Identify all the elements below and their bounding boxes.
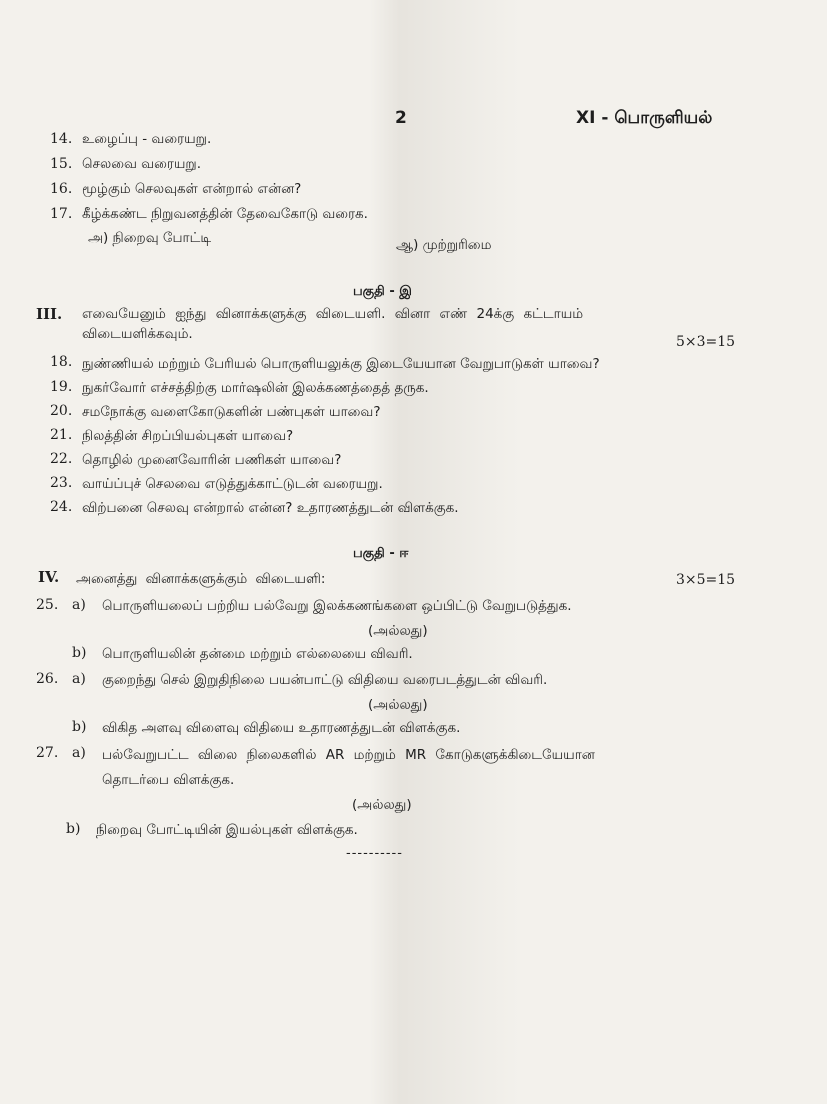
section-d-marks: 3×5=15	[676, 572, 736, 588]
q16-number: 16.	[50, 181, 73, 197]
q15-number: 15.	[50, 156, 73, 172]
q20-number: 20.	[50, 403, 73, 419]
q26b-text: விகித அளவு விளைவு விதியை உதாரணத்துடன் விளக்குக.	[102, 720, 461, 736]
q26a-label: a)	[72, 671, 86, 687]
q19-number: 19.	[50, 379, 73, 395]
section-c-title: பகுதி - இ	[353, 284, 412, 299]
q27a-text-line2: தொடர்பை விளக்குக.	[102, 772, 235, 788]
section-c-roman: III.	[36, 305, 63, 323]
q26-number: 26.	[36, 671, 59, 687]
q27a-text-line1: பல்வேறுபட்ட விலை நிலைகளில் AR மற்றும் MR கோடுகளுக்கிடையேயான	[102, 747, 595, 763]
page-number: 2	[395, 108, 407, 128]
q24-number: 24.	[50, 499, 73, 515]
q21-text: நிலத்தின் சிறப்பியல்புகள் யாவை?	[82, 428, 294, 444]
q24-text: விற்பனை செலவு என்றால் என்ன? உதாரணத்துடன் விளக்குக.	[82, 500, 459, 516]
section-c-instruction-line1: எவையேனும் ஐந்து வினாக்களுக்கு விடையளி. வினா எண் 24க்கு கட்டாயம்	[82, 306, 584, 322]
subject-title: XI - பொருளியல்	[576, 108, 713, 128]
q25-or: (அல்லது)	[368, 623, 428, 639]
q26a-text: குறைந்து செல் இறுதிநிலை பயன்பாட்டு விதியை வரைபடத்துடன் விவரி.	[102, 672, 548, 688]
q14-text: உழைப்பு - வரையறு.	[82, 131, 212, 147]
q22-number: 22.	[50, 451, 73, 467]
q26b-label: b)	[72, 719, 87, 735]
section-d-title: பகுதி - ஈ	[353, 546, 409, 561]
q16-text: மூழ்கும் செலவுகள் என்றால் என்ன?	[82, 181, 302, 197]
q17-text: கீழ்க்கண்ட நிறுவனத்தின் தேவைகோடு வரைக.	[82, 206, 368, 222]
section-c-marks: 5×3=15	[676, 334, 736, 350]
q15-text: செலவை வரையறு.	[82, 156, 201, 172]
q20-text: சமநோக்கு வளைகோடுகளின் பண்புகள் யாவை?	[82, 404, 381, 420]
section-c-instruction-line2: விடையளிக்கவும்.	[82, 326, 193, 342]
q14-number: 14.	[50, 131, 73, 147]
q25a-label: a)	[72, 597, 86, 613]
q27-number: 27.	[36, 745, 59, 761]
q22-text: தொழில் முனைவோரின் பணிகள் யாவை?	[82, 452, 342, 468]
q17-option-a: அ) நிறைவு போட்டி	[88, 230, 212, 246]
q25a-text: பொருளியலைப் பற்றிய பல்வேறு இலக்கணங்களை ஒப்பிட்டு வேறுபடுத்துக.	[102, 598, 572, 614]
q25b-text: பொருளியலின் தன்மை மற்றும் எல்லையை விவரி.	[102, 646, 413, 662]
q27b-label: b)	[66, 821, 81, 837]
q21-number: 21.	[50, 427, 73, 443]
q26-or: (அல்லது)	[368, 697, 428, 713]
q23-number: 23.	[50, 475, 73, 491]
q17-number: 17.	[50, 206, 73, 222]
section-d-roman: IV.	[38, 568, 60, 586]
q27a-label: a)	[72, 745, 86, 761]
q18-text: நுண்ணியல் மற்றும் பேரியல் பொருளியலுக்கு இடையேயான வேறுபாடுகள் யாவை?	[82, 356, 600, 372]
q27b-text: நிறைவு போட்டியின் இயல்புகள் விளக்குக.	[96, 822, 358, 838]
end-marker: ----------	[346, 846, 403, 861]
q25-number: 25.	[36, 597, 59, 613]
q19-text: நுகர்வோர் எச்சத்திற்கு மார்ஷலின் இலக்கணத்தைத் தருக.	[82, 380, 429, 396]
section-d-instruction: அனைத்து வினாக்களுக்கும் விடையளி:	[76, 571, 326, 587]
q25b-label: b)	[72, 645, 87, 661]
q17-option-b: ஆ) முற்றுரிமை	[396, 237, 492, 253]
q18-number: 18.	[50, 354, 73, 370]
q23-text: வாய்ப்புச் செலவை எடுத்துக்காட்டுடன் வரையறு.	[82, 476, 383, 492]
q27-or: (அல்லது)	[352, 797, 412, 813]
